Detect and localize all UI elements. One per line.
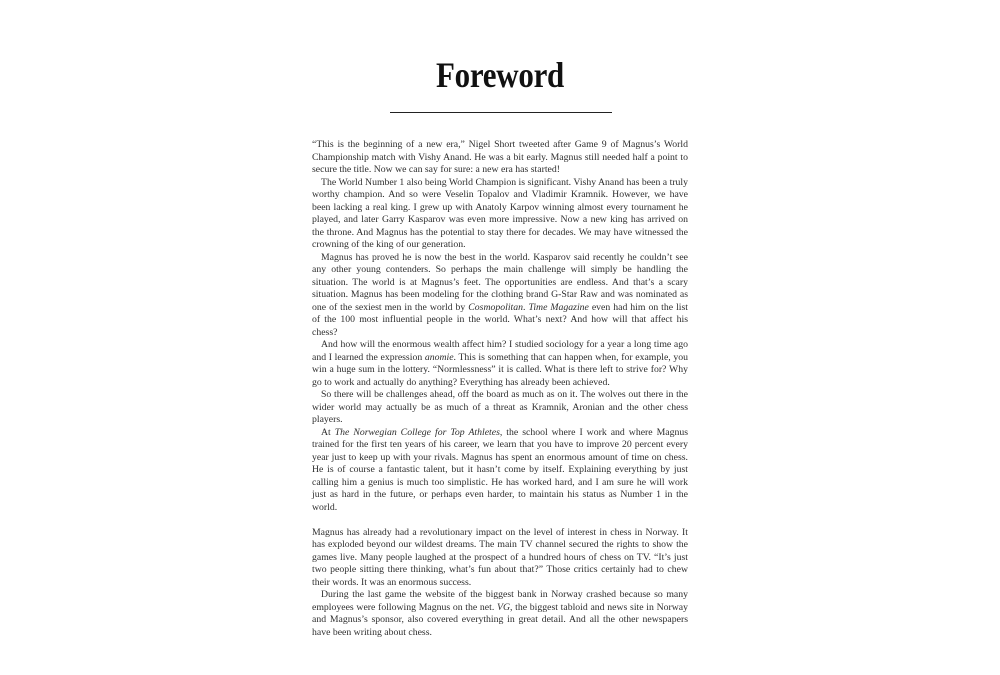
paragraph-4-text-b: . This is something that can happen when, for example, you win a huge sum in the lottery. “Normlessness” it is called. What is there left to strive for? Why go to work and actually do anything? Everything has already been achieved.: [312, 351, 689, 388]
paragraph-6-text-b: , the school where I work and where Magnus trained for the first ten years of his career, we learn that you have to improve 20 percent every year just to keep up with your rivals. Magnus has spent an enormous amount of time on chess. He is of course a fantastic talent, but it hasn’t come by itself. Explaining everything by just calling him a genius is much too simplistic. He has worked hard, and I am sure he will work just as hard in the future, or perhaps even harder, to maintain his status as Number 1 in the world.: [312, 426, 688, 513]
paragraph-8-text-a: During the last game the website of the biggest bank in Norway crashed because so many employees were following Magnus on the net.: [312, 589, 688, 613]
paragraph-6: [312, 427, 688, 515]
paragraph-8-text-b: , the biggest tabloid and news site in Norway and Magnus’s sponsor, also covered everything in great detail. And all the other newspapers have been writing about chess.: [312, 601, 688, 638]
paragraph-5: So there will be challenges ahead, off the board as much as on it. The wolves out there in the wider world may actually be as much of a threat as Kramnik, Aronian and the other chess players.: [312, 389, 688, 425]
paragraph-3-text-c: even had him on the list of the 100 most influential people in the world. What’s next? And how will that affect his chess?: [312, 301, 689, 338]
chapter-title: Foreword: [435, 55, 565, 95]
paragraph-6-text-a: At: [321, 426, 335, 438]
paragraph-4-text-a: And how will the enormous wealth affect him? I studied sociology for a year a long time ago and I learned the expression: [312, 339, 688, 363]
magazine-title-cosmopolitan: Cosmopolitan: [468, 301, 524, 313]
paragraph-4: [312, 339, 688, 389]
title-rule: [390, 112, 612, 113]
paragraph-8: [312, 589, 688, 639]
paragraph-3-text-a: Magnus has proved he is now the best in the world. Kasparov said recently he couldn’t see any other young contenders. So perhaps the main challenge will simply be handling the situation. The world is at Magnus’s feet. The opportunities are endless. And that’s a scary situation. Magnus has been modeling for the clothing brand G-Star Raw and was nominated as one of the sexiest men in the world by: [312, 251, 688, 313]
school-name: The Norwegian College for Top Athletes: [334, 426, 500, 438]
paragraph-1: “This is the beginning of a new era,” Nigel Short tweeted after Game 9 of Magnus’s World Championship match with Vishy Anand. He was a bit early. Magnus still needed half a point to secure the title. Now we can say for sure: a new era has started!: [312, 139, 688, 175]
paragraph-7: Magnus has already had a revolutionary impact on the level of interest in chess in Norway. It has exploded beyond our wildest dreams. The main TV channel secured the rights to show the games live. Many people laughed at the prospect of a hundred hours of chess on TV. “It’s just two people sitting there thinking, what’s fun about that?” Those critics certainly had to chew their words. It was an enormous success.: [312, 526, 688, 588]
term-anomie: anomie: [424, 351, 454, 363]
magazine-title-time: Time Magazine: [528, 301, 589, 313]
paragraph-3: [312, 252, 688, 340]
paragraph-3-text-b: .: [523, 301, 529, 313]
foreword-body: [312, 139, 688, 639]
newspaper-name-vg: VG: [497, 601, 511, 613]
paragraph-2: The World Number 1 also being World Champion is significant. Vishy Anand has been a truly worthy champion. And so were Veselin Topalov and Vladimir Kramnik. However, we have been lacking a real king. I grew up with Anatoly Karpov winning almost every tournament he played, and later Garry Kasparov was even more impressive. Now a new king has arrived on the throne. And Magnus has the potential to stay there for decades. We may have witnessed the crowning of the king of our generation.: [312, 176, 688, 250]
